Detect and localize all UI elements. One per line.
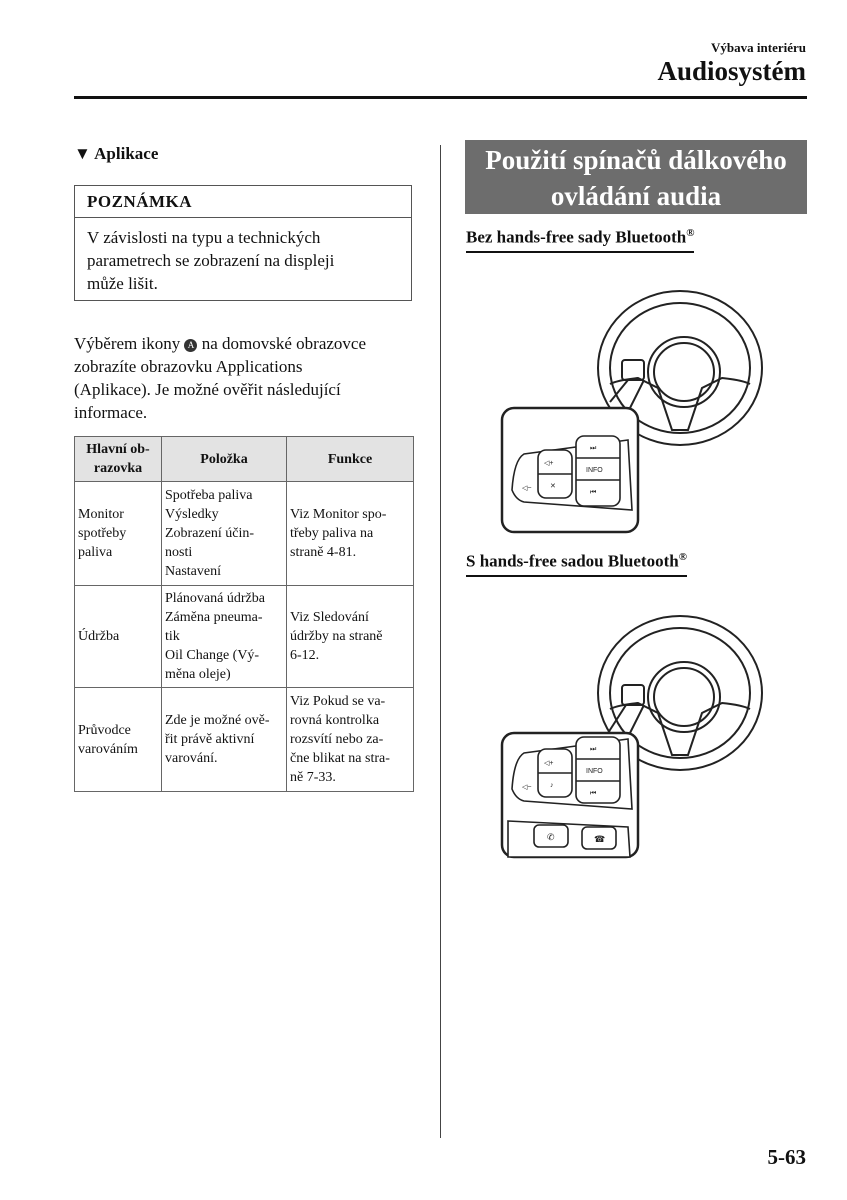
table-cell-items: Zde je možné ově- řit právě aktivní varování. (162, 688, 287, 792)
table-cell-screen: Údržba (75, 586, 162, 688)
next-label: ⏭ (590, 445, 597, 452)
para-text: Výběrem ikony (74, 334, 185, 353)
para-text: na domovské obrazovce (197, 334, 367, 353)
svg-text:☎: ☎ (594, 834, 606, 844)
prev-label: ⏮ (590, 489, 597, 496)
prev-label: ⏮ (590, 790, 597, 797)
table-cell-function: Viz Sledování údržby na straně 6-12. (287, 586, 414, 688)
section-title-box (465, 140, 807, 214)
vol-up-label: ◁+ (544, 460, 554, 467)
table-cell-screen: Monitor spotřeby paliva (75, 482, 162, 586)
voice-icon: ♪ (550, 782, 554, 789)
table-row (75, 586, 414, 688)
table-row (75, 688, 414, 792)
col-header-screen: Hlavní ob-razovka (75, 437, 162, 482)
section-heading: ▼ Aplikace (74, 144, 159, 163)
table-cell-items: Plánovaná údržba Záměna pneuma- tik Oil Change (Vý- měna oleje) (162, 586, 287, 688)
section-header: Výbava interiéru (711, 40, 806, 55)
section-title-line: Použití spínačů dálkového (485, 145, 787, 175)
next-label: ⏭ (590, 746, 597, 753)
intro-paragraph (74, 332, 419, 424)
col-header-function: Funkce (287, 437, 414, 482)
table-header-row (75, 437, 414, 482)
note-line: parametrech se zobrazení na displeji (87, 251, 335, 270)
note-title: POZNÁMKA (75, 186, 411, 218)
info-table (74, 436, 414, 792)
home-apps-icon: A (184, 339, 197, 352)
svg-text:✆: ✆ (547, 832, 555, 842)
steering-wheel-handsfree-diagram-icon (498, 605, 768, 860)
table-cell-function: Viz Monitor spo- třeby paliva na straně 4-81. (287, 482, 414, 586)
table-cell-function: Viz Pokud se va- rovná kontrolka rozsvítí nebo za- čne blikat na stra- ně 7-33. (287, 688, 414, 792)
vol-down-label: ◁− (522, 784, 532, 791)
mute-label: ✕ (550, 483, 556, 490)
subheading-without-handsfree: Bez hands-free sady Bluetooth® (466, 227, 694, 253)
para-text: zobrazíte obrazovku Applications (74, 357, 303, 376)
section-title-line: ovládání audia (550, 181, 722, 211)
col-header-item: Položka (162, 437, 287, 482)
page-title: Audiosystém (657, 56, 806, 86)
table-cell-items: Spotřeba paliva Výsledky Zobrazení účin- nosti Nastavení (162, 482, 287, 586)
info-label: INFO (586, 768, 603, 775)
page-number: 5-63 (767, 1145, 806, 1169)
steering-wheel-diagram-icon (498, 280, 768, 535)
vol-up-label: ◁+ (544, 760, 554, 767)
note-line: může lišit. (87, 274, 158, 293)
vol-down-label: ◁− (522, 485, 532, 492)
info-label: INFO (586, 467, 603, 474)
table-row (75, 482, 414, 586)
note-body (75, 218, 411, 303)
header-rule (74, 96, 807, 99)
para-text: informace. (74, 403, 148, 422)
column-divider (440, 145, 441, 1138)
subheading-with-handsfree: S hands-free sadou Bluetooth® (466, 551, 687, 577)
note-box (74, 185, 412, 301)
table-cell-screen: Průvodce varováním (75, 688, 162, 792)
para-text: (Aplikace). Je možné ověřit následující (74, 380, 341, 399)
note-line: V závislosti na typu a technických (87, 228, 321, 247)
